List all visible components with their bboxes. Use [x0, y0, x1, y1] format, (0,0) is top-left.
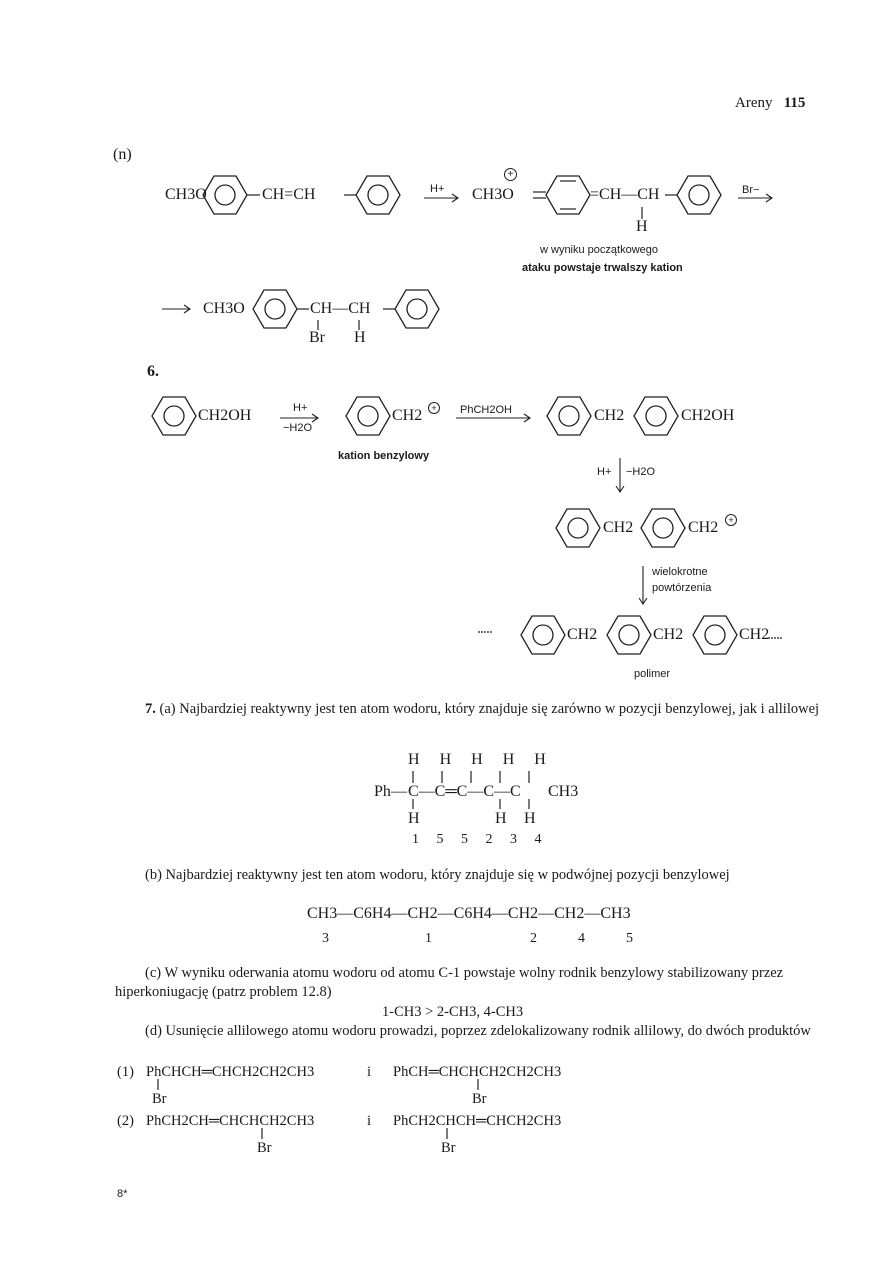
problem-7-label: 7.	[145, 701, 156, 717]
benzene-ring-icon	[556, 509, 600, 547]
number-7b-2: 2	[530, 931, 537, 946]
product-chain: CH—CH	[310, 300, 371, 317]
d1-right-br: Br	[472, 1091, 487, 1107]
benzyl-alcohol: CH2OH	[198, 407, 252, 424]
problem-7a-sentence: (a) Najbardziej reaktywny jest ten atom wodoru, który znajduje się zarówno w pozycji benzylowej, jak i allilowej	[159, 701, 820, 717]
d1-right-product: PhCH═CHCHCH2CH2CH3	[393, 1064, 562, 1080]
benzene-ring-icon	[634, 397, 678, 435]
number-7b-3: 3	[322, 931, 329, 946]
bottom-h-1: H	[408, 810, 420, 827]
benzene-ring-icon	[547, 397, 591, 435]
chain-bond-ph: —	[391, 783, 407, 800]
benzene-ring-icon	[253, 290, 297, 328]
vert-reagent-h-plus: H+	[597, 466, 612, 478]
arrow-right-icon	[424, 194, 458, 202]
d1-left-product: PhCHCH═CHCH2CH2CH3	[146, 1064, 315, 1080]
stability-order: 1-CH3 > 2-CH3, 4-CH3	[382, 1004, 524, 1020]
arrow-right-icon	[162, 305, 190, 313]
reactant-vinylene: CH=CH	[262, 186, 316, 203]
top-hydrogens: H H H H H	[408, 751, 546, 768]
vert-reagent-minus-water: −H2O	[626, 466, 656, 478]
number-7b-4: 4	[578, 931, 585, 946]
problem-6-label: 6.	[147, 363, 159, 380]
benzene-ring-icon	[346, 397, 390, 435]
product1-ch2oh: CH2OH	[681, 407, 735, 424]
benzene-ring-icon	[677, 176, 721, 214]
problem-7b-text: (b) Najbardziej reaktywny jest ten atom wodoru, który znajduje się w podwójnej pozycji benzylowej	[145, 867, 730, 883]
number-7b-5: 5	[626, 931, 633, 946]
polymer-ch2-1: CH2	[567, 626, 598, 643]
product-ch3o: CH3O	[203, 300, 245, 317]
benzene-ring-icon	[152, 397, 196, 435]
repeat-note-line1: wielokrotne	[652, 566, 708, 578]
cation2-end: CH2	[688, 519, 719, 536]
positive-charge-icon: +	[428, 402, 440, 414]
reagent-h-plus: H+	[430, 183, 445, 195]
section-title: Areny	[735, 95, 773, 111]
d2-left-product: PhCH2CH═CHCHCH2CH3	[146, 1113, 315, 1129]
positive-charge-icon: +	[504, 168, 517, 181]
product-br: Br	[309, 329, 325, 346]
d1-left-br: Br	[152, 1091, 167, 1107]
arrow-right-icon	[280, 414, 318, 422]
d2-left-br: Br	[257, 1140, 272, 1156]
reagent-br-minus: Br−	[742, 184, 760, 196]
reaction-arrows	[162, 194, 772, 604]
product1-ch2: CH2	[594, 407, 625, 424]
signature-mark: 8*	[117, 1188, 128, 1200]
cation-h: H	[636, 218, 648, 235]
polymer-label: polimer	[634, 668, 671, 680]
d1-and: i	[367, 1064, 372, 1080]
product-h: H	[354, 329, 366, 346]
page-number: 115	[783, 95, 806, 111]
positive-charge-icon: +	[725, 514, 737, 526]
d2-right-product: PhCH2CHCH═CHCH2CH3	[393, 1113, 562, 1129]
polymer-ch2-2: CH2	[653, 626, 684, 643]
reactant-ch3o: CH3O	[165, 186, 207, 203]
benzyl-cation-label: kation benzylowy	[338, 450, 430, 462]
benzyl-cation: CH2	[392, 407, 423, 424]
bottom-h-3: H	[524, 810, 536, 827]
benzene-ring-icon	[641, 509, 685, 547]
position-numbers: 1 5 5 2 3 4	[412, 832, 542, 847]
benzene-ring-icon	[607, 616, 651, 654]
benzene-ring-icon	[203, 176, 247, 214]
problem-n-label: (n)	[113, 146, 132, 163]
benzene-ring-icon	[395, 290, 439, 328]
cation2-ch2: CH2	[603, 519, 634, 536]
cation-ch3o: CH3O	[472, 186, 514, 203]
reagent-phch2oh: PhCH2OH	[460, 404, 512, 416]
chain-ch3: CH3	[548, 783, 579, 800]
formula-7b: CH3—C6H4—CH2—C6H4—CH2—CH2—CH3	[307, 905, 631, 922]
quinoid-ring-icon	[546, 176, 590, 214]
benzene-ring-icon	[356, 176, 400, 214]
polymer-ch2-3: CH2	[739, 626, 770, 643]
chain-ph: Ph	[374, 783, 391, 800]
cation-chain: =CH—CH	[590, 186, 660, 203]
arrow-down-icon	[639, 566, 647, 604]
note-line1: w wyniku początkowego	[540, 244, 659, 256]
reagent-minus-water: −H2O	[283, 422, 313, 434]
d2-and: i	[367, 1113, 372, 1129]
d2-right-br: Br	[441, 1140, 456, 1156]
d2-label: (2)	[117, 1113, 134, 1129]
note-line2: ataku powstaje trwalszy kation	[522, 262, 683, 274]
bottom-h-2: H	[495, 810, 507, 827]
d1-label: (1)	[117, 1064, 134, 1080]
problem-7a-text	[115, 700, 830, 719]
problem-7c-text: (c) W wyniku oderwania atomu wodoru od atomu C-1 powstaje wolny rodnik benzylowy stabilizowany przez hiperkoniugację (patrz problem 12.8)	[115, 965, 784, 1000]
number-7b-1: 1	[425, 931, 432, 946]
benzene-ring-icon	[521, 616, 565, 654]
repeat-note-line2: powtórzenia	[652, 582, 712, 594]
problem-7d-text: (d) Usunięcie allilowego atomu wodoru prowadzi, poprzez zdelokalizowany rodnik allilowy, do dwóch produktów	[145, 1023, 811, 1039]
benzene-ring-icon	[693, 616, 737, 654]
carbon-chain: C—C═C—C—C	[408, 783, 521, 800]
reagent-h-plus: H+	[293, 402, 308, 414]
arrow-down-icon	[616, 458, 624, 492]
